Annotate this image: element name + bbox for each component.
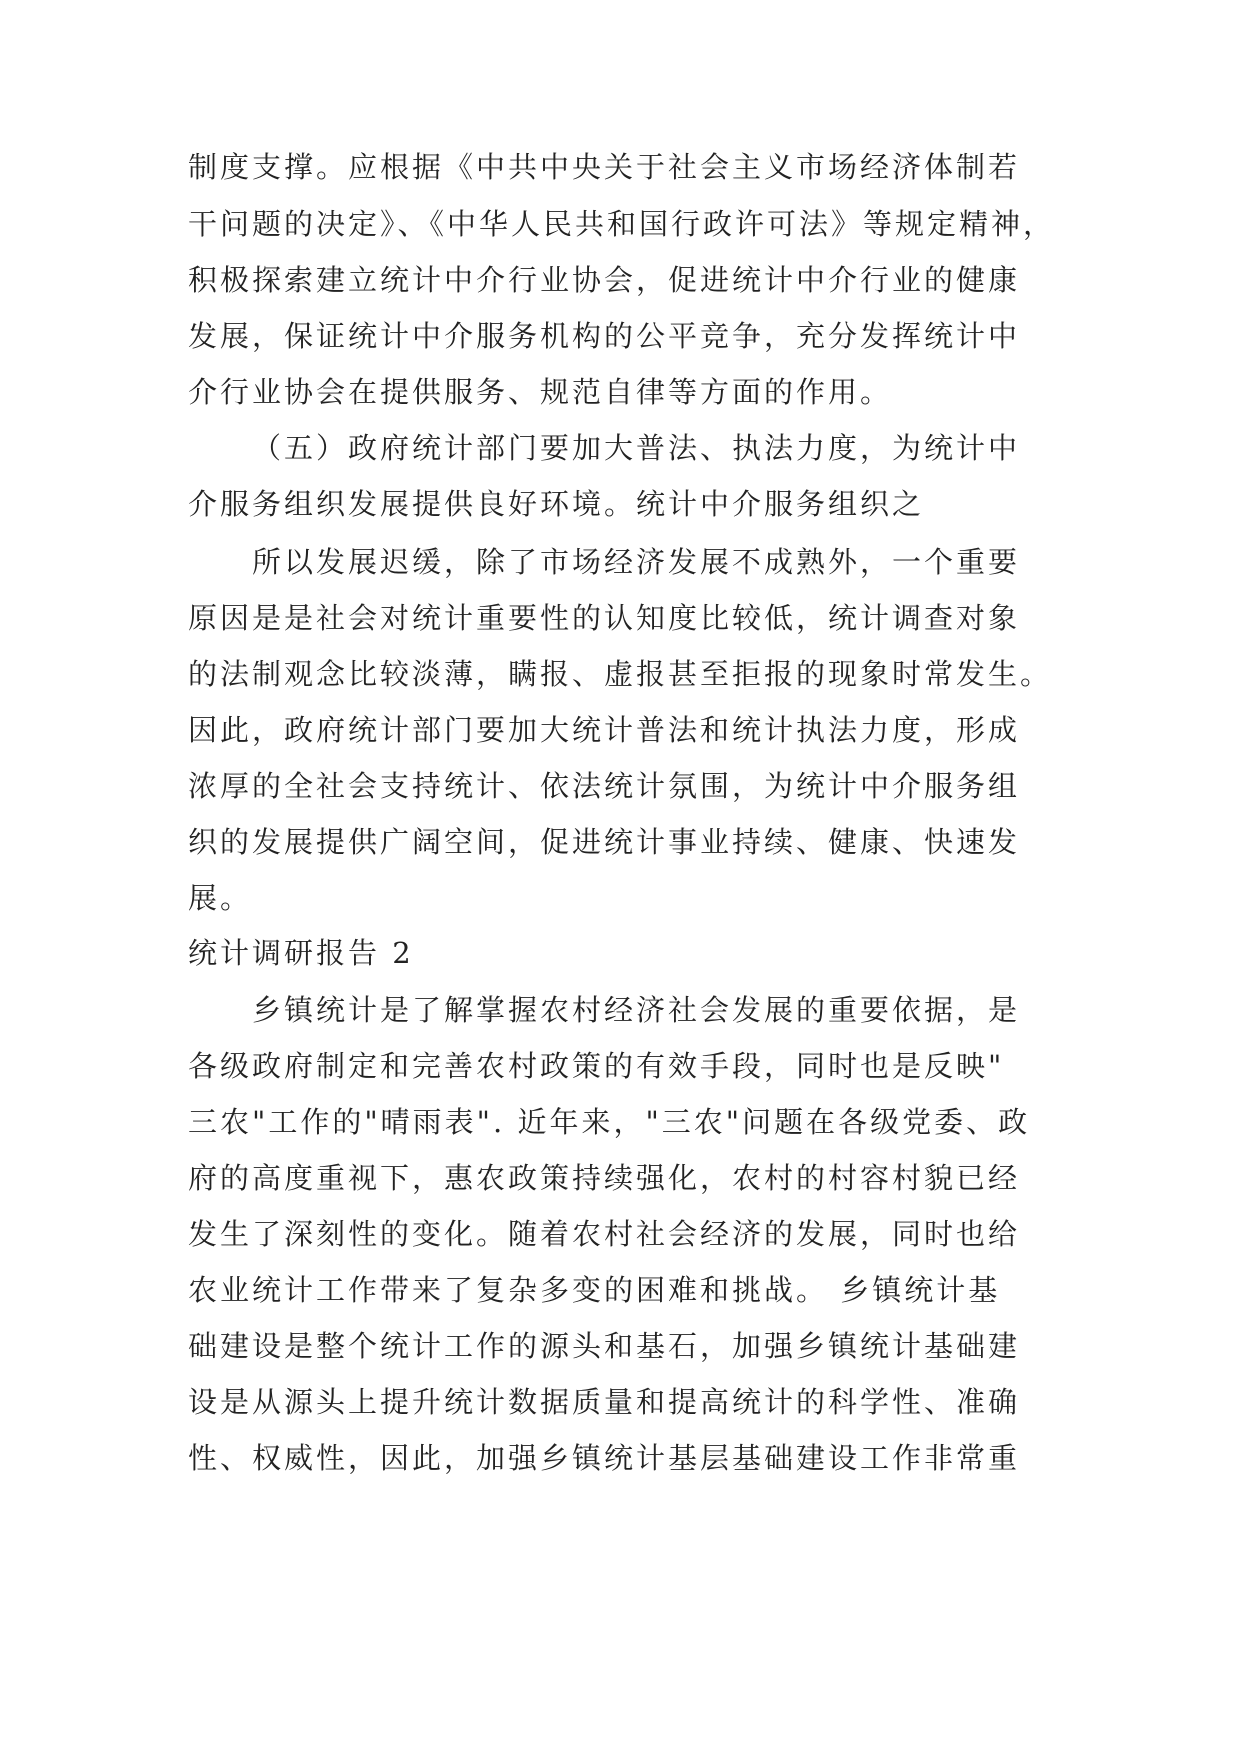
text-line: 积极探索建立统计中介行业协会，促进统计中介行业的健康 [188,263,1021,297]
text-line: 织的发展提供广阔空间，促进统计事业持续、健康、快速发 [188,825,1021,859]
text-line: 介服务组织发展提供良好环境。统计中介服务组织之 [188,487,925,521]
text-line: 介行业协会在提供服务、规范自律等方面的作用。 [188,375,893,409]
text-line: 础建设是整个统计工作的源头和基石，加强乡镇统计基础建 [188,1329,1021,1363]
text-line: 乡镇统计是了解掌握农村经济社会发展的重要依据，是 [252,993,1021,1027]
text-line: 浓厚的全社会支持统计、依法统计氛围，为统计中介服务组 [188,769,1021,803]
text-line: 三农"工作的"晴雨表". 近年来，"三农"问题在各级党委、政 [188,1105,1031,1139]
section-heading: 统计调研报告 2 [188,936,414,970]
text-line: 农业统计工作带来了复杂多变的困难和挑战。 乡镇统计基 [188,1273,1001,1307]
text-line: 的法制观念比较淡薄，瞒报、虚报甚至拒报的现象时常发生。 [188,657,1053,691]
text-line: 干问题的决定》、《中华人民共和国行政许可法》等规定精神， [188,207,1056,241]
text-line: 发生了深刻性的变化。随着农村社会经济的发展，同时也给 [188,1217,1021,1251]
text-line: 各级政府制定和完善农村政策的有效手段，同时也是反映" [188,1049,1005,1083]
text-line: 制度支撑。应根据《中共中央关于社会主义市场经济体制若 [188,150,1021,184]
text-line: 展。 [188,881,253,915]
text-line: 因此，政府统计部门要加大统计普法和统计执法力度，形成 [188,713,1021,747]
text-line: 发展，保证统计中介服务机构的公平竞争，充分发挥统计中 [188,319,1021,353]
text-line: （五）政府统计部门要加大普法、执法力度，为统计中 [252,431,1021,465]
text-line: 性、权威性，因此，加强乡镇统计基层基础建设工作非常重 [188,1441,1021,1475]
text-line: 设是从源头上提升统计数据质量和提高统计的科学性、准确 [188,1385,1021,1419]
text-line: 原因是是社会对统计重要性的认知度比较低，统计调查对象 [188,601,1021,635]
text-line: 所以发展迟缓，除了市场经济发展不成熟外，一个重要 [252,545,1021,579]
text-line: 府的高度重视下，惠农政策持续强化，农村的村容村貌已经 [188,1161,1021,1195]
